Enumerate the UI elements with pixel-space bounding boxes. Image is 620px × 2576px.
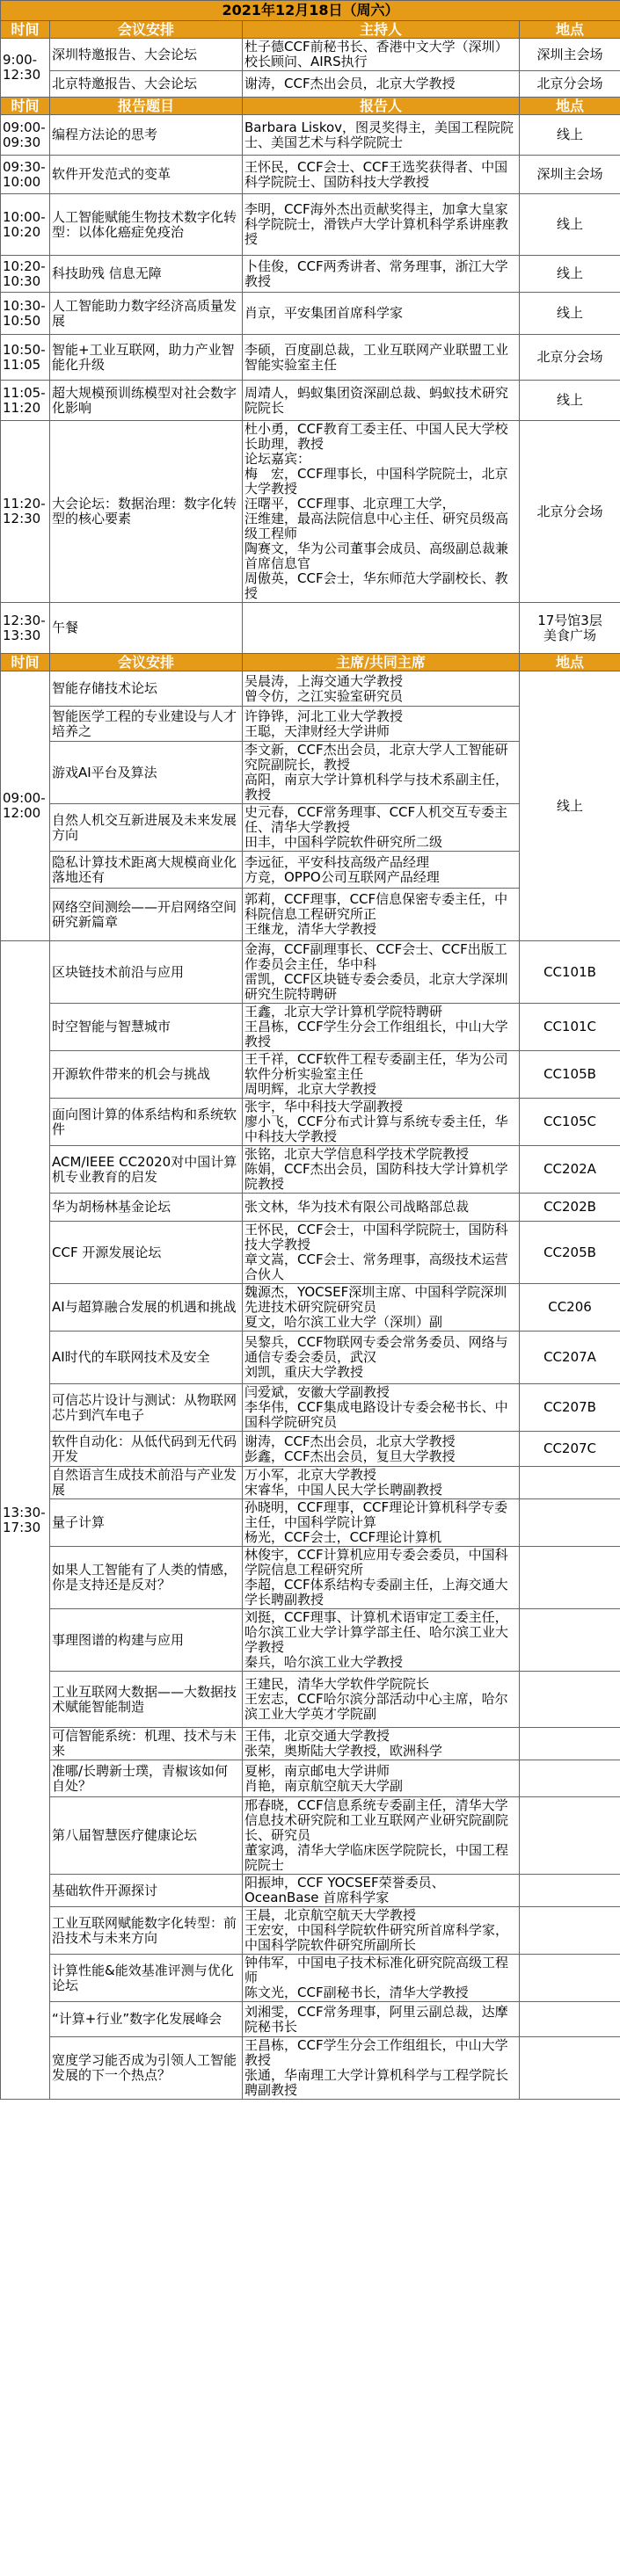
forum-room: CC105C: [520, 1099, 620, 1146]
header-cell: 会议安排: [50, 654, 243, 671]
chair-line: 史元春，CCF常务理事、CCF人机交互专委主任、清华大学教授: [244, 804, 508, 835]
forum-chairs: [243, 1051, 520, 1099]
plenary-topic: 北京特邀报告、大会论坛: [50, 71, 243, 98]
report-speaker: 李明，CCF海外杰出贡献奖得主，加拿大皇家科学院院士，滑铁卢大学计算机科学系讲座教授: [243, 194, 520, 256]
report-speaker: 肖京，平安集团首席科学家: [243, 293, 520, 335]
report-time: 09:30-10:00: [1, 156, 50, 194]
forum-topic: 工业互联网大数据——大数据技术赋能智能制造: [50, 1672, 243, 1728]
chair-line: 董家鸿，清华大学临床医学院院长，中国工程院院士: [244, 1842, 509, 1873]
forum-topic: 华为胡杨林基金论坛: [50, 1194, 243, 1222]
chair-line: 夏文，哈尔滨工业大学（深圳）副: [244, 1314, 443, 1330]
chair-line: 宋睿华，中国人民大学长聘副教授: [244, 1482, 443, 1498]
report-time: 10:20-10:30: [1, 256, 50, 293]
chair-line: 张通，华南理工大学计算机科学与工程学院长聘副教授: [244, 2067, 509, 2098]
forum-topic: 网络空间测绘——开启网络空间研究新篇章: [50, 889, 243, 941]
report-speaker: 王怀民，CCF会士、CCF王选奖获得者、中国科学院院士、国防科技大学教授: [243, 156, 520, 194]
forum-chairs: [243, 852, 520, 889]
plenary-location: 深圳主会场: [520, 39, 620, 71]
forum-topic: 自然人机交互新进展及未来发展方向: [50, 804, 243, 852]
forum-topic: 软件自动化：从低代码到无代码开发: [50, 1432, 243, 1467]
report-time: 10:50-11:05: [1, 335, 50, 381]
chair-line: 雷凯，CCF区块链专委会委员，北京大学深圳研究生院特聘研: [244, 971, 508, 1002]
forum-chairs: [243, 1609, 520, 1672]
header-cell: 时间: [1, 654, 50, 671]
chair-line: 王宏志，CCF哈尔滨分部活动中心主席，哈尔滨工业大学英才学院副: [244, 1691, 508, 1722]
forum-chairs: [243, 1004, 520, 1051]
report-topic: 智能+工业互联网，助力产业智能化升级: [50, 335, 243, 381]
forum-room: CC101B: [520, 941, 620, 1004]
chair-line: 吴晨涛，上海交通大学教授: [244, 672, 404, 689]
forum-room: CC207A: [520, 1332, 620, 1384]
report-location: 线上: [520, 194, 620, 256]
report-location: 17号馆3层 美食广场: [520, 603, 620, 654]
chair-line: 张宇，华中科技大学副教授: [244, 1099, 404, 1114]
forum-chairs: [243, 1547, 520, 1609]
forum-room: [520, 2037, 620, 2100]
chair-line: 肖艳，南京航空航天大学副: [244, 1777, 404, 1794]
forum-room: [520, 1797, 620, 1875]
chair-line: 王伟，北京交通大学教授: [244, 1728, 390, 1744]
report-time: 11:20-12:30: [1, 421, 50, 603]
report-topic: 编程方法论的思考: [50, 115, 243, 156]
forum-room: CC202A: [520, 1146, 620, 1194]
forum-topic: 区块链技术前沿与应用: [50, 941, 243, 1004]
morning-time: 09:00-12:00: [1, 671, 50, 941]
chair-line: 万小军，北京大学教授: [244, 1467, 377, 1483]
chair-line: 李远征，平安科技高级产品经理: [244, 853, 430, 870]
forum-topic: 基础软件开源探讨: [50, 1875, 243, 1907]
forum-chairs: [243, 1797, 520, 1875]
chair-line: 王鑫，北京大学计算机学院特聘研: [244, 1004, 443, 1020]
report-location: 北京分会场: [520, 335, 620, 381]
forum-chairs: [243, 1332, 520, 1384]
chair-line: 彭鑫，CCF杰出会员，复旦大学教授: [244, 1448, 456, 1464]
forum-topic: 智能医学工程的专业建设与人才培养之: [50, 707, 243, 742]
forum-topic: 事理图谱的构建与应用: [50, 1609, 243, 1672]
forum-chairs: [243, 804, 520, 852]
forum-room: [520, 1467, 620, 1499]
header-cell: 主持人: [243, 21, 520, 39]
report-location: 北京分会场: [520, 421, 620, 603]
chair-line: 金海，CCF副理事长、CCF会士、CCF出版工作委员会主任，华中科: [244, 941, 507, 972]
forum-room: CC207C: [520, 1432, 620, 1467]
chair-line: 王继龙，清华大学教授: [244, 921, 377, 937]
chair-line: 刘凯，重庆大学教授: [244, 1364, 364, 1380]
report-location: 线上: [520, 256, 620, 293]
header-cell: 时间: [1, 21, 50, 39]
forum-topic: ACM/IEEE CC2020对中国计算机专业教育的启发: [50, 1146, 243, 1194]
forum-topic: 第八届智慧医疗健康论坛: [50, 1797, 243, 1875]
forum-topic: 工业互联网赋能数字化转型：前沿技术与未来方向: [50, 1907, 243, 1955]
forum-room: [520, 2002, 620, 2037]
forum-chairs: [243, 1099, 520, 1146]
forum-room: CC205B: [520, 1222, 620, 1284]
forum-room: [520, 1499, 620, 1547]
morning-location: 线上: [520, 671, 620, 941]
forum-topic: 隐私计算技术距离大规模商业化落地还有: [50, 852, 243, 889]
chair-line: 李华伟，CCF集成电路设计专委会秘书长、中国科学院研究员: [244, 1399, 508, 1430]
forum-chairs: [243, 941, 520, 1004]
report-topic: 超大规模预训练模型对社会数字化影响: [50, 381, 243, 421]
chair-line: 谢涛，CCF杰出会员，北京大学教授: [244, 1433, 456, 1449]
report-time: 11:05-11:20: [1, 381, 50, 421]
forum-chairs: [243, 1499, 520, 1547]
chair-line: 林俊宇，CCF计算机应用专委会委员，中国科学院信息工程研究所: [244, 1547, 508, 1578]
report-topic: 软件开发范式的变革: [50, 156, 243, 194]
report-time: 09:00-09:30: [1, 115, 50, 156]
chair-line: 李超，CCF体系结构专委副主任，上海交通大学长聘副教授: [244, 1577, 508, 1607]
chair-line: 廖小飞，CCF分布式计算与系统专委主任，华中科技大学教授: [244, 1114, 508, 1144]
forum-room: [520, 1907, 620, 1955]
plenary-location: 北京分会场: [520, 71, 620, 98]
forum-topic: 可信芯片设计与测试：从物联网芯片到汽车电子: [50, 1384, 243, 1432]
forum-chairs: [243, 1222, 520, 1284]
forum-topic: 量子计算: [50, 1499, 243, 1547]
forum-chairs: [243, 671, 520, 707]
forum-topic: AI与超算融合发展的机遇和挑战: [50, 1284, 243, 1332]
forum-chairs: [243, 1728, 520, 1760]
forum-room: [520, 1875, 620, 1907]
forum-chairs: [243, 1467, 520, 1499]
report-location: 线上: [520, 115, 620, 156]
forum-topic: 准哪/长聘新士璞，青椒该如何自处？: [50, 1760, 243, 1797]
chair-line: 章文嵩，CCF会士、常务理事，高级技术运营合伙人: [244, 1252, 508, 1282]
report-time: 12:30-13:30: [1, 603, 50, 654]
schedule-title: 2021年12月18日（周六）: [1, 1, 620, 21]
plenary-time: 9:00-12:30: [1, 39, 50, 98]
chair-line: 刘湘雯，CCF常务理事，阿里云副总裁，达摩院秘书长: [244, 2003, 508, 2035]
forum-chairs: [243, 2002, 520, 2037]
chair-line: 秦兵，哈尔滨工业大学教授: [244, 1654, 404, 1670]
report-speaker: 李硕，百度副总裁，工业互联网产业联盟工业智能实验室主任: [243, 335, 520, 381]
forum-chairs: [243, 1384, 520, 1432]
forum-room: [520, 1609, 620, 1672]
chair-line: 高阳，南京大学计算机科学与技术系副主任，教授: [244, 772, 509, 802]
report-time: 10:00-10:20: [1, 194, 50, 256]
chair-line: 李文新，CCF杰出会员，北京大学人工智能研究院副院长，教授: [244, 742, 508, 773]
report-location: 深圳主会场: [520, 156, 620, 194]
forum-topic: CCF 开源发展论坛: [50, 1222, 243, 1284]
chair-line: 田丰，中国科学院软件研究所二级: [244, 834, 443, 850]
forum-topic: 时空智能与智慧城市: [50, 1004, 243, 1051]
forum-room: [520, 1672, 620, 1728]
chair-line: 邢春晓，CCF信息系统专委副主任，清华大学信息技术研究院和工业互联网产业研究院副院长、研究员: [244, 1797, 509, 1843]
chair-line: 闫爱斌，安徽大学副教授: [244, 1384, 390, 1400]
chair-line: 吴黎兵，CCF物联网专委会常务委员、网络与通信专委会委员，武汉: [244, 1334, 508, 1365]
forum-chairs: [243, 1672, 520, 1728]
forum-chairs: [243, 1284, 520, 1332]
forum-chairs: [243, 707, 520, 742]
chair-line: 王聪，天津财经大学讲师: [244, 722, 390, 739]
forum-topic: 游戏AI平台及算法: [50, 742, 243, 804]
report-speaker: [243, 603, 520, 654]
report-topic: 人工智能助力数字经济高质量发展: [50, 293, 243, 335]
chair-line: 王千祥，CCF软件工程专委副主任，华为公司软件分析实验室主任: [244, 1051, 508, 1082]
report-speaker: Barbara Liskov，图灵奖得主，美国工程院院士、美国艺术与科学院院士: [243, 115, 520, 156]
report-speaker: 周靖人，蚂蚁集团资深副总裁、蚂蚁技术研究院院长: [243, 381, 520, 421]
chair-line: 钟伟军，中国电子技术标准化研究院高级工程师: [244, 1955, 509, 1985]
forum-chairs: [243, 742, 520, 804]
chair-line: 王建民，清华大学软件学院院长: [244, 1676, 430, 1692]
plenary-host: 杜子德CCF前秘书长、香港中文大学（深圳）校长顾问、AIRS执行: [243, 39, 520, 71]
plenary-topic: 深圳特邀报告、大会论坛: [50, 39, 243, 71]
chair-line: 方竞，OPPO公司互联网产品经理: [244, 868, 440, 885]
chair-line: 王宏安，中国科学院软件研究所首席科学家，中国科学院软件研究所副所长: [244, 1922, 509, 1953]
chair-line: 周明辉，北京大学教授: [244, 1081, 377, 1097]
chair-line: 王昌栋，CCF学生分会工作组组长，中山大学教授: [244, 1019, 508, 1049]
forum-room: CC101C: [520, 1004, 620, 1051]
report-location: 线上: [520, 293, 620, 335]
forum-room: CC206: [520, 1284, 620, 1332]
forum-room: CC202B: [520, 1194, 620, 1222]
forum-chairs: [243, 1760, 520, 1797]
header-cell: 报告人: [243, 98, 520, 115]
forum-topic: “计算+行业”数字化发展峰会: [50, 2002, 243, 2037]
header-cell: 时间: [1, 98, 50, 115]
header-cell: 报告题目: [50, 98, 243, 115]
report-location: 线上: [520, 381, 620, 421]
forum-topic: 可信智能系统：机理、技术与未来: [50, 1728, 243, 1760]
forum-room: [520, 1547, 620, 1609]
report-topic: 科技助残 信息无障: [50, 256, 243, 293]
forum-chairs: [243, 1955, 520, 2002]
forum-room: CC207B: [520, 1384, 620, 1432]
forum-topic: 宽度学习能否成为引领人工智能发展的下一个热点？: [50, 2037, 243, 2100]
chair-line: 陈娟，CCF杰出会员，国防科技大学计算机学院教授: [244, 1161, 508, 1192]
chair-line: 夏彬，南京邮电大学讲师: [244, 1762, 390, 1779]
header-cell: 地点: [520, 21, 620, 39]
chair-line: 张荣，奥斯陆大学教授，欧洲科学: [244, 1743, 443, 1759]
header-cell: 主席/共同主席: [243, 654, 520, 671]
chair-line: 王昌栋，CCF学生分会工作组组长，中山大学教授: [244, 2037, 508, 2068]
chair-line: 杨光，CCF会士，CCF理论计算机: [244, 1529, 442, 1545]
chair-line: 王晨，北京航空航天大学教授: [244, 1907, 417, 1923]
forum-chairs: [243, 2037, 520, 2100]
forum-room: [520, 1760, 620, 1797]
forum-chairs: [243, 889, 520, 941]
forum-chairs: [243, 1432, 520, 1467]
forum-topic: 计算性能&能效基准评测与优化论坛: [50, 1955, 243, 2002]
report-topic: 人工智能赋能生物技术数字化转型：以体化癌症免疫治: [50, 194, 243, 256]
chair-line: 曾令仿，之江实验室研究员: [244, 687, 404, 704]
header-cell: 会议安排: [50, 21, 243, 39]
chair-line: 阳振坤，CCF YOCSEF荣誉委员、OceanBase 首席科学家: [244, 1875, 445, 1905]
chair-line: 张铭，北京大学信息科学技术学院教授: [244, 1146, 470, 1162]
forum-topic: 开源软件带来的机会与挑战: [50, 1051, 243, 1099]
forum-topic: 如果人工智能有了人类的情感，你是支持还是反对？: [50, 1547, 243, 1609]
forum-topic: AI时代的车联网技术及安全: [50, 1332, 243, 1384]
chair-line: 孙晓明，CCF理事，CCF理论计算机科学专委主任，中国科学院计算: [244, 1499, 508, 1530]
chair-line: 陈文光，CCF副秘书长，清华大学教授: [244, 1985, 469, 2000]
forum-chairs: [243, 1194, 520, 1222]
report-topic: 午餐: [50, 603, 243, 654]
forum-chairs: [243, 1146, 520, 1194]
plenary-host: 谢涛，CCF杰出会员，北京大学教授: [243, 71, 520, 98]
report-speaker: 卜佳俊，CCF两秀讲者、常务理事，浙江大学教授: [243, 256, 520, 293]
chair-line: 郭莉，CCF理事，CCF信息保密专委主任，中科院信息工程研究所正: [244, 891, 508, 922]
afternoon-time: 13:30-17:30: [1, 941, 50, 2100]
forum-room: CC105B: [520, 1051, 620, 1099]
forum-topic: 智能存储技术论坛: [50, 671, 243, 707]
forum-chairs: [243, 1875, 520, 1907]
header-cell: 地点: [520, 98, 620, 115]
chair-line: 许铮铧，河北工业大学教授: [244, 707, 404, 724]
forum-chairs: [243, 1907, 520, 1955]
report-topic: 大会论坛：数据治理：数字化转型的核心要素: [50, 421, 243, 603]
forum-topic: 面向图计算的体系结构和系统软件: [50, 1099, 243, 1146]
chair-line: 王怀民，CCF会士，中国科学院院士，国防科技大学教授: [244, 1222, 508, 1252]
report-speaker: 杜小勇，CCF教育工委主任、中国人民大学校长助理，教授 论坛嘉宾： 梅 宏，CCF理事长，中国科学院院士，北京大学教授 汪曙平，CCF理事、北京理工大学， 汪维建，最高法院信息中心主任、研究员级高级工程师 陶赛文，华为公司董事会成员、高级副总裁兼首席信息官 周傲英，CCF会士，华东师范大学副校长、教授: [243, 421, 520, 603]
report-time: 10:30-10:50: [1, 293, 50, 335]
chair-line: 张文林，华为技术有限公司战略部总裁: [244, 1199, 470, 1215]
header-cell: 地点: [520, 654, 620, 671]
forum-room: [520, 1955, 620, 2002]
forum-room: [520, 1728, 620, 1760]
chair-line: 魏源杰，YOCSEF深圳主席、中国科学院深圳先进技术研究院研究员: [244, 1284, 507, 1315]
chair-line: 刘挺，CCF理事、计算机术语审定工委主任，哈尔滨工业大学计算学部主任、哈尔滨工业大学教授: [244, 1609, 509, 1655]
forum-topic: 自然语言生成技术前沿与产业发展: [50, 1467, 243, 1499]
